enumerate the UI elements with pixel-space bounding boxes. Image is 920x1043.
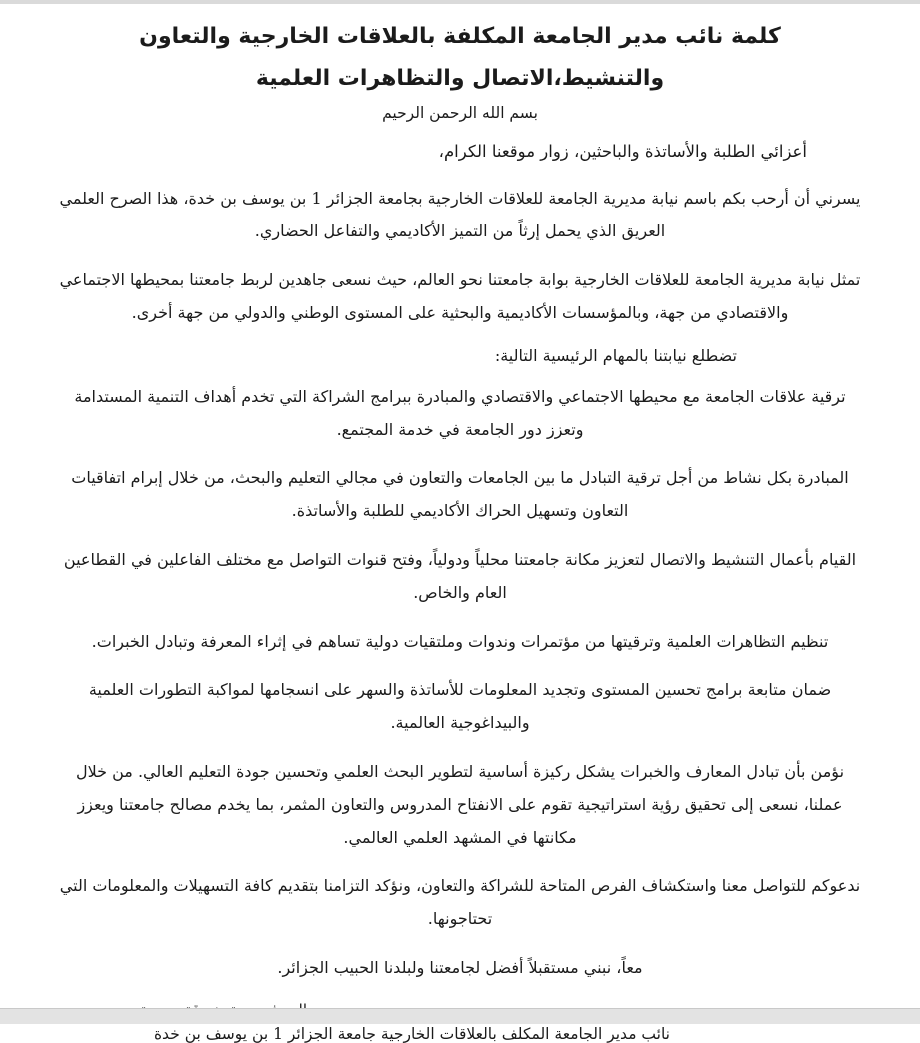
- page-title: [55, 16, 865, 100]
- intro-paragraph-2: تمثل نيابة مديرية الجامعة للعلاقات الخارجية بوابة جامعتنا نحو العالم، حيث نسعى جاهدين لربط جامعتنا بمحيطها الاجتماعي والاقتصادي من جهة، وبالمؤسسات الأكاديمية والبحثية على المستوى الوطني والدولي من جهة أخرى.: [59, 270, 861, 322]
- basmala-line: بسم الله الرحمن الرحيم: [382, 103, 538, 122]
- top-border-strip: [0, 0, 920, 4]
- mission-item-4: تنظيم التظاهرات العلمية وترقيتها من مؤتمرات وندوات وملتقيات دولية تساهم في إثراء المعرفة وتبادل الخبرات.: [91, 631, 829, 651]
- mission-item-3: القيام بأعمال التنشيط والاتصال لتعزيز مكانة جامعتنا محلياً ودولياً، وفتح قنوات التواصل مع مختلف الفاعلين في القطاعين العام والخاص.: [63, 549, 857, 602]
- greeting-line: أعزائي الطلبة والأساتذة والباحثين، زوار موقعنا الكرام،: [438, 141, 807, 161]
- closing-paragraph-1: نؤمن بأن تبادل المعارف والخبرات يشكل ركيزة أساسية لتطوير البحث العلمي وتحسين جودة التعليم العالي. من خلال عملنا، نسعى إلى تحقيق رؤية استراتيجية تقوم على الانفتاح المدروس والتعاون المثمر، بما يخدم مصالح جامعتنا ويعزز مكانتها في المشهد العلمي العالمي.: [75, 761, 845, 847]
- mission-item-1: ترقية علاقات الجامعة مع محيطها الاجتماعي والاقتصادي والمبادرة ببرامج الشراكة التي تخدم أهداف التنمية المستدامة وتعزز دور الجامعة في خدمة المجتمع.: [74, 386, 846, 439]
- closing-paragraph-2: ندعوكم للتواصل معنا واستكشاف الفرص المتاحة للشراكة والتعاون، ونؤكد التزامنا بتقديم كافة التسهيلات والمعلومات التي تحتاجونها.: [59, 876, 861, 929]
- title-line-1: كلمة نائب مدير الجامعة المكلفة بالعلاقات الخارجية والتعاون: [139, 23, 781, 49]
- bottom-border-strip: [0, 1008, 920, 1024]
- title-line-2: والتنشيط،الاتصال والتظاهرات العلمية: [255, 64, 665, 91]
- mission-item-5: ضمان متابعة برامج تحسين المستوى وتجديد المعلومات للأساتذة والسهر على انسجامها لمواكبة التطورات العلمية والبيداغوجية العالمية.: [88, 680, 832, 733]
- missions-intro-line: تضطلع نيابتنا بالمهام الرئيسية التالية:: [494, 345, 737, 365]
- mission-item-2: المبادرة بكل نشاط من أجل ترقية التبادل ما بين الجامعات والتعاون في مجالي التعليم والبحث، من خلال إبرام اتفاقيات التعاون وتسهيل الحراك الأكاديمي للطلبة والأساتذة.: [71, 468, 849, 521]
- closing-paragraph-3: معاً، نبني مستقبلاً أفضل لجامعتنا ولبلدنا الحبيب الجزائر.: [277, 957, 643, 977]
- signature-title: نائب مدير الجامعة المكلف بالعلاقات الخارجية جامعة الجزائر 1 بن يوسف بن خدة: [153, 1024, 670, 1043]
- intro-paragraph-1: يسرني أن أرحب بكم باسم نيابة مديرية الجامعة للعلاقات الخارجية بجامعة الجزائر 1 بن يوسف بن خدة، هذا الصرح العلمي العريق الذي يحمل إرثاً من التميز الأكاديمي والتفاعل الحضاري.: [59, 188, 861, 241]
